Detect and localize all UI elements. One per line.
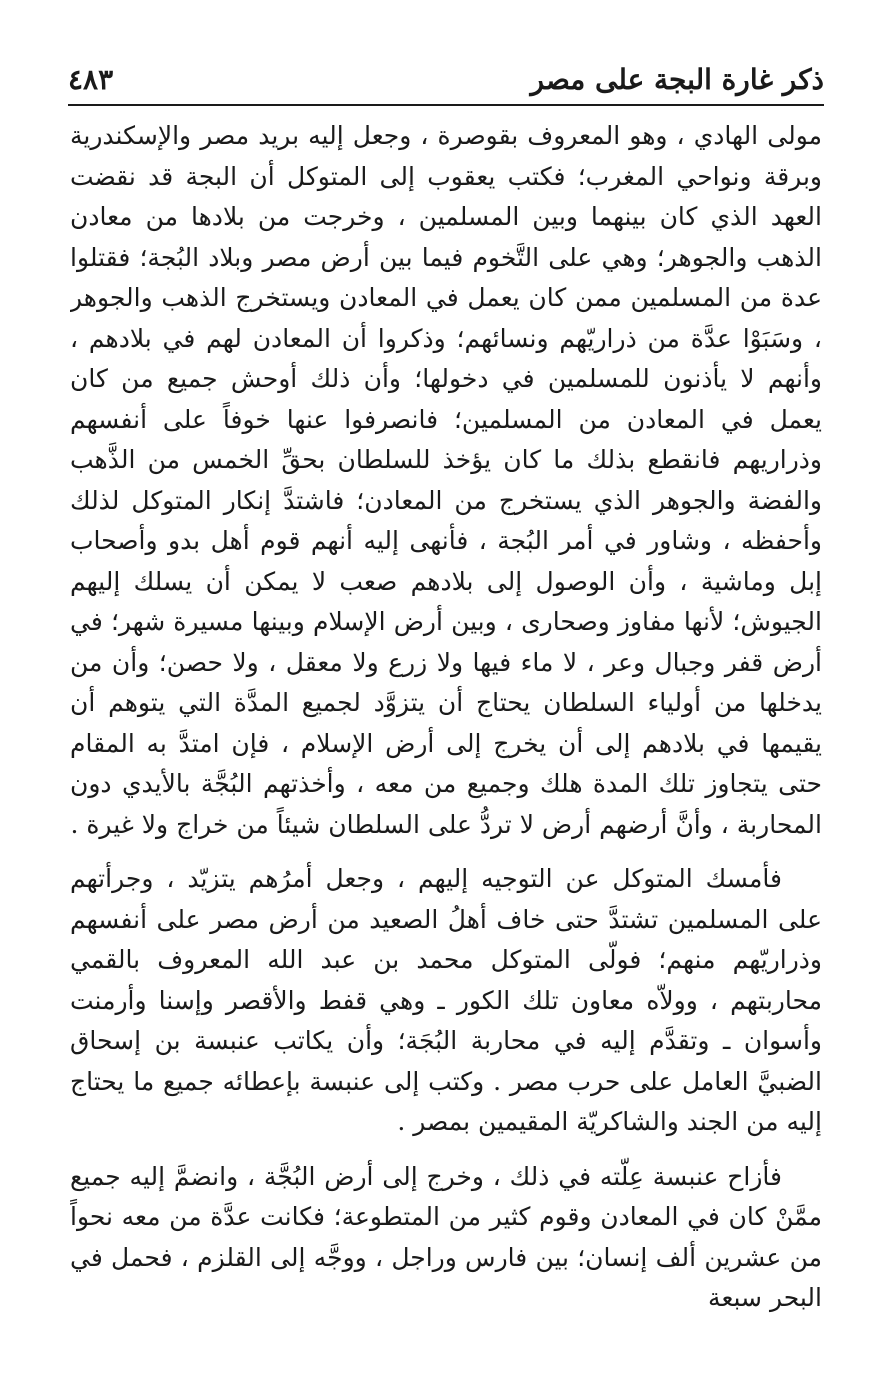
page-header: [68, 54, 824, 106]
paragraph-3: فأزاح عنبسة عِلّته في ذلك ، وخرج إلى أرض البُجَّة ، وانضمَّ إليه جميع ممَّنْ كان في المعادن وقوم كثير من المتطوعة؛ فكانت عدَّة من معه نحواً من عشرين ألف إنسان؛ بين فارس وراجل ، ووجَّه إلى القلزم ، فحمل في البحر سبعة: [70, 1161, 822, 1312]
paragraph-1: مولى الهادي ، وهو المعروف بقوصرة ، وجعل إليه بريد مصر والإسكندرية وبرقة ونواحي المغرب؛ فكتب يعقوب إلى المتوكل أن البجة قد نقضت العهد الذي كان بينهما وبين المسلمين ، وخرجت من بلادها من معادن الذهب والجوهر؛ وهي على التَّخوم فيما بين أرض مصر وبلاد البُجة؛ فقتلوا عدة من المسلمين ممن كان يعمل في المعادن ويستخرج الذهب والجوهر ، وسَبَوْا عدَّة من ذراريّهم ونسائهم؛ وذكروا أن المعادن لهم في بلادهم ، وأنهم لا يأذنون للمسلمين في دخولها؛ وأن ذلك أوحش جميع من كان يعمل في المعادن من المسلمين؛ فانصرفوا عنها خوفاً على أنفسهم وذراريهم فانقطع بذلك ما كان يؤخذ للسلطان بحقِّ الخمس من الذَّهب والفضة والجوهر الذي يستخرج من المعادن؛ فاشتدَّ إنكار المتوكل لذلك وأحفظه ، وشاور في أمر البُجة ، فأنهى إليه أنهم قوم أهل بدو وأصحاب إبل وماشية ، وأن الوصول إلى بلادهم صعب لا يمكن أن يسلك إليهم الجيوش؛ لأنها مفاوز وصحارى ، وبين أرض الإسلام وبينها مسيرة شهر؛ في أرض قفر وجبال وعر ، لا ماء فيها ولا زرع ولا معقل ، ولا حصن؛ وأن من يدخلها من أولياء السلطان يحتاج أن يتزوَّد لجميع المدَّة التي يتوهم أن يقيمها في بلادهم إلى أن يخرج إلى أرض الإسلام ، فإن امتدَّ به المقام حتى يتجاوز تلك المدة هلك وجميع من معه ، وأخذتهم البُجَّة بالأيدي دون المحاربة ، وأنَّ أرضهم أرض لا تردُّ على السلطان شيئاً من خراج ولا غيرة .: [70, 121, 822, 839]
running-title: ذكر غارة البجة على مصر: [530, 63, 824, 96]
paragraph-2: فأمسك المتوكل عن التوجيه إليهم ، وجعل أمرُهم يتزيّد ، وجرأتهم على المسلمين تشتدَّ حتى خاف أهلُ الصعيد من أرض مصر على أنفسهم وذراريّهم منهم؛ فولّى المتوكل محمد بن عبد الله المعروف بالقمي محاربتهم ، وولاّه معاون تلك الكور ـ وهي قفط والأقصر وإسنا وأرمنت وأسوان ـ وتقدَّم إليه في محاربة البُجَة؛ وأن يكاتب عنبسة بن إسحاق الضبيَّ العامل على حرب مصر . وكتب إلى عنبسة بإعطائه جميع ما يحتاج إليه من الجند والشاكريّة المقيمين بمصر .: [70, 864, 822, 1136]
body-text: [70, 116, 822, 1376]
page-number: ٤٨٣: [68, 63, 114, 96]
